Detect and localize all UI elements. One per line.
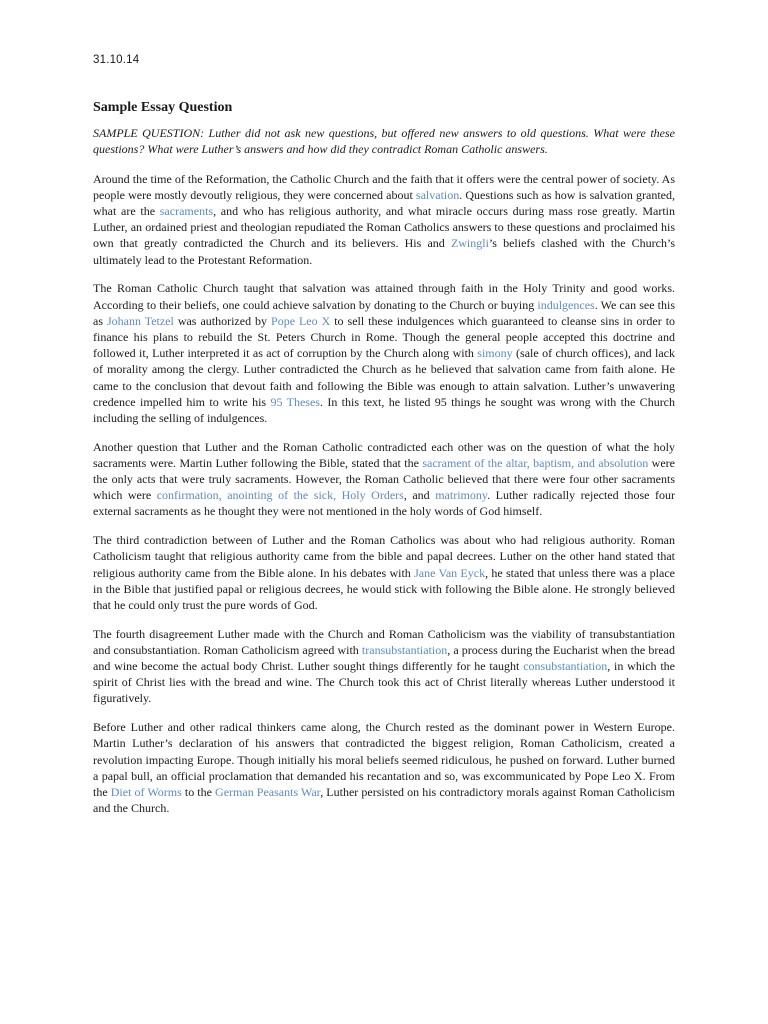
- sample-question: SAMPLE QUESTION: Luther did not ask new questions, but offered new answers to old questions. What were these questions? What were Luther’s answers and how did they contradict Roman Catholic answers.: [93, 126, 675, 157]
- paragraph-text: . Luther radically rejected those four external sacraments as he thought they were not mentioned in the holy words of God himself.: [93, 488, 676, 519]
- document-page: [93, 54, 675, 829]
- essay-body: [93, 171, 675, 817]
- paragraph-text: . In this text, he listed 95 things he sought was wrong with the Church including the selling of indulgences.: [93, 394, 676, 425]
- hyperlink[interactable]: Diet of Worms: [110, 785, 182, 799]
- paragraph-text: , Luther persisted on his contradictory morals against Roman Catholicism and the Church.: [93, 785, 675, 816]
- essay-paragraph: [93, 719, 675, 816]
- paragraph-text: (sale of church offices), and lack of morality among the clergy. Luther contradicted the Church as he believed that salvation came from faith alone. He came to the conclusion that devout faith and following the Bible was enough to attain salvation. Luther’s unwavering credence impelled him to write his: [93, 346, 675, 409]
- hyperlink[interactable]: 95 Theses: [270, 394, 320, 409]
- hyperlink[interactable]: matrimony: [435, 488, 488, 503]
- essay-paragraph: [93, 532, 675, 613]
- essay-paragraph: [93, 171, 675, 268]
- hyperlink[interactable]: sacrament of the altar, baptism, and absolution: [422, 455, 649, 470]
- hyperlink[interactable]: simony: [477, 346, 513, 361]
- paragraph-text: . We can see this as: [93, 297, 675, 328]
- hyperlink[interactable]: sacraments: [159, 204, 214, 218]
- hyperlink[interactable]: salvation: [415, 187, 460, 202]
- paragraph-text: was authorized by: [173, 313, 272, 328]
- paragraph-text: Around the time of the Reformation, the Catholic Church and the faith that it offers were the central power of society. As people were mostly devoutly religious, they were concerned about: [93, 171, 675, 202]
- essay-paragraph: [93, 439, 675, 520]
- paragraph-text: Before Luther and other radical thinkers came along, the Church rested as the dominant power in Western Europe. Martin Luther’s declaration of his answers that contradicted the biggest religion, Roman Catholicism, created a revolution impacting Europe. Though initially his moral beliefs seemed ridiculous, he pushed on forward. Luther burned a papal bull, an official proclamation that demanded his recantation and so, was excommunicated by Pope Leo X. From the: [93, 720, 675, 799]
- paragraph-text: Protestant Reformation: [197, 252, 310, 267]
- paragraph-text: The third contradiction between of Luther and the Roman Catholics was about who had religious authority. Roman Catholicism taught that religious authority came from the bible and papal decrees. Luther on the other hand stated that religious authority came from the Bible alone. In his debates with: [93, 533, 675, 580]
- paragraph-text: , a process during the Eucharist when the bread and wine become the actual body Christ. Luther sought things differently for he taught: [93, 642, 675, 674]
- hyperlink[interactable]: German Peasants War: [215, 785, 321, 799]
- essay-paragraph: [93, 626, 675, 707]
- paragraph-text: to the: [181, 785, 216, 799]
- document-date: 31.10.14: [93, 54, 140, 66]
- hyperlink[interactable]: Jane Van Eyck: [414, 565, 486, 580]
- paragraph-text: The fourth disagreement Luther made with the Church and Roman Catholicism was the viability of transubstantiation and consubstantiation. Roman Catholicism agreed with: [93, 626, 675, 657]
- essay-paragraph: [93, 280, 675, 426]
- paragraph-text: ’s beliefs clashed with the Church’s ultimately lead to the: [93, 236, 676, 267]
- hyperlink[interactable]: consubstantiation: [523, 659, 608, 674]
- paragraph-text: were the only acts that were truly sacraments. However, the Roman Catholic believed that there were four other sacraments which were: [93, 455, 675, 503]
- hyperlink[interactable]: Johann Tetzel: [106, 313, 174, 328]
- paragraph-text: , he stated that unless there was a place in the Bible that justified papal or religious decrees, he would stick with following the Bible alone. He strongly believed that he could only trust the pure words of God.: [93, 565, 675, 612]
- paragraph-text: Another question that Luther and the Roman Catholic contradicted each other was on the question of what the holy sacraments were. Martin Luther following the Bible, stated that the: [93, 439, 675, 470]
- paragraph-text: . Questions such as how is salvation granted, what are the: [93, 187, 676, 218]
- paragraph-text: , and who has religious authority, and what miracle occurs during mass rose greatly. Martin Luther, an ordained priest and theologian repudiated the Roman Catholics answers to these questions and proclaimed his own that greatly contradicted the Church and its believers. His and: [93, 204, 675, 251]
- hyperlink[interactable]: Zwingli: [450, 236, 489, 251]
- paragraph-text: to sell these indulgences which guaranteed to cleanse sins in order to finance his plans to rebuild the St. Peters Church in Rome. Though the general people accepted this doctrine and followed it, Luther interpreted it as act of corruption by the Church along with: [93, 313, 676, 361]
- hyperlink[interactable]: transubstantiation: [361, 642, 448, 657]
- paragraph-text: , and: [403, 488, 436, 503]
- hyperlink[interactable]: Pope Leo X: [271, 313, 331, 328]
- paragraph-text: .: [309, 252, 313, 267]
- hyperlink[interactable]: confirmation, anointing of the sick, Holy Orders: [156, 488, 404, 503]
- paragraph-text: , in which the spirit of Christ lies with the bread and wine. The Church took this act of Christ literally whereas Luther understood it figuratively.: [93, 659, 675, 706]
- essay-title: Sample Essay Question: [93, 100, 233, 115]
- paragraph-text: The Roman Catholic Church taught that salvation was attained through faith in the Holy Trinity and good works. According to their beliefs, one could achieve salvation by donating to the Church or buying: [93, 281, 675, 312]
- hyperlink[interactable]: indulgences: [537, 297, 595, 312]
